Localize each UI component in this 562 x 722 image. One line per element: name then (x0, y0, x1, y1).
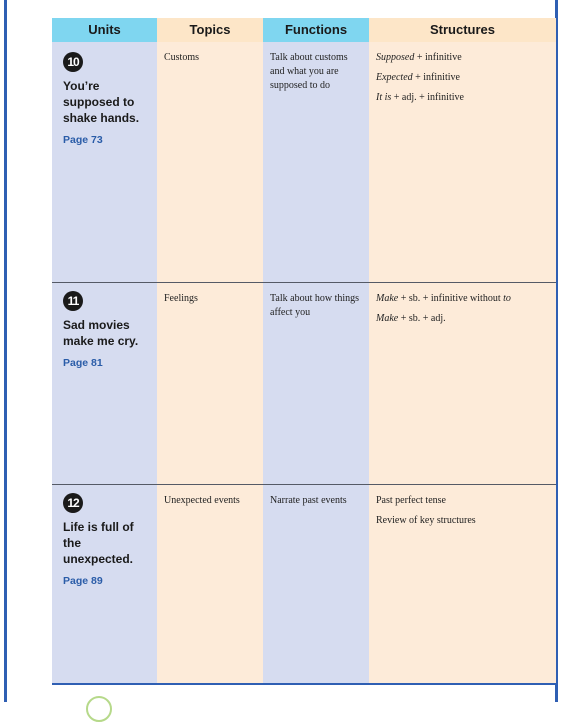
topic-cell (157, 283, 263, 484)
unit-cell (52, 42, 157, 282)
structures-cell (369, 283, 556, 484)
structure-text: Review of key structures (376, 515, 476, 526)
structure-line (376, 71, 552, 85)
corner-decoration-icon (86, 696, 112, 722)
structure-line (376, 312, 552, 326)
table-row (52, 283, 556, 484)
function-cell (263, 42, 369, 282)
header-functions: Functions (263, 18, 369, 42)
topic-text: Feelings (164, 293, 198, 304)
structure-text: Past perfect tense (376, 495, 446, 506)
structure-line (376, 91, 552, 105)
structures-cell (369, 485, 556, 683)
table-header (52, 18, 556, 42)
unit-number-badge: 12 (63, 493, 83, 513)
function-text: Talk about customs and what you are supposed to do (270, 52, 348, 91)
unit-cell (52, 485, 157, 683)
function-cell (263, 485, 369, 683)
table-row (52, 42, 556, 282)
function-text: Talk about how things affect you (270, 293, 360, 318)
page-frame-left (4, 0, 7, 702)
structure-line (376, 292, 552, 306)
header-units: Units (52, 18, 157, 42)
unit-title: You’re supposed to shake hands. (63, 79, 140, 125)
structure-text: + sb. + infinitive without (398, 293, 504, 304)
topic-cell (157, 42, 263, 282)
table-row (52, 485, 556, 683)
topic-text: Unexpected events (164, 495, 240, 506)
bottom-rule (52, 683, 556, 685)
header-topics: Topics (157, 18, 263, 42)
unit-number-badge: 10 (63, 52, 83, 72)
unit-page-link[interactable]: Page 73 (63, 134, 103, 146)
structure-line (376, 494, 552, 508)
function-text: Narrate past events (270, 495, 347, 506)
structure-italic: Make (376, 293, 399, 304)
structure-text: + infinitive (412, 72, 460, 83)
header-structures: Structures (369, 18, 556, 42)
unit-title: Life is full of the unexpected. (63, 520, 134, 566)
structure-italic: Expected (376, 72, 413, 83)
structure-italic: Supposed (376, 52, 415, 63)
structure-text: + adj. + infinitive (391, 92, 464, 103)
unit-title: Sad movies make me cry. (63, 318, 139, 348)
structure-line (376, 514, 552, 528)
function-cell (263, 283, 369, 484)
unit-page-link[interactable]: Page 81 (63, 357, 103, 369)
topic-text: Customs (164, 52, 200, 63)
structure-italic: It is (376, 92, 392, 103)
structure-text: + sb. + adj. (398, 313, 446, 324)
topic-cell (157, 485, 263, 683)
unit-number-badge: 11 (63, 291, 83, 311)
unit-cell (52, 283, 157, 484)
unit-page-link[interactable]: Page 89 (63, 575, 103, 587)
structures-cell (369, 42, 556, 282)
structure-italic: Make (376, 313, 399, 324)
structure-line (376, 51, 552, 65)
structure-italic: to (503, 293, 511, 304)
structure-text: + infinitive (414, 52, 462, 63)
